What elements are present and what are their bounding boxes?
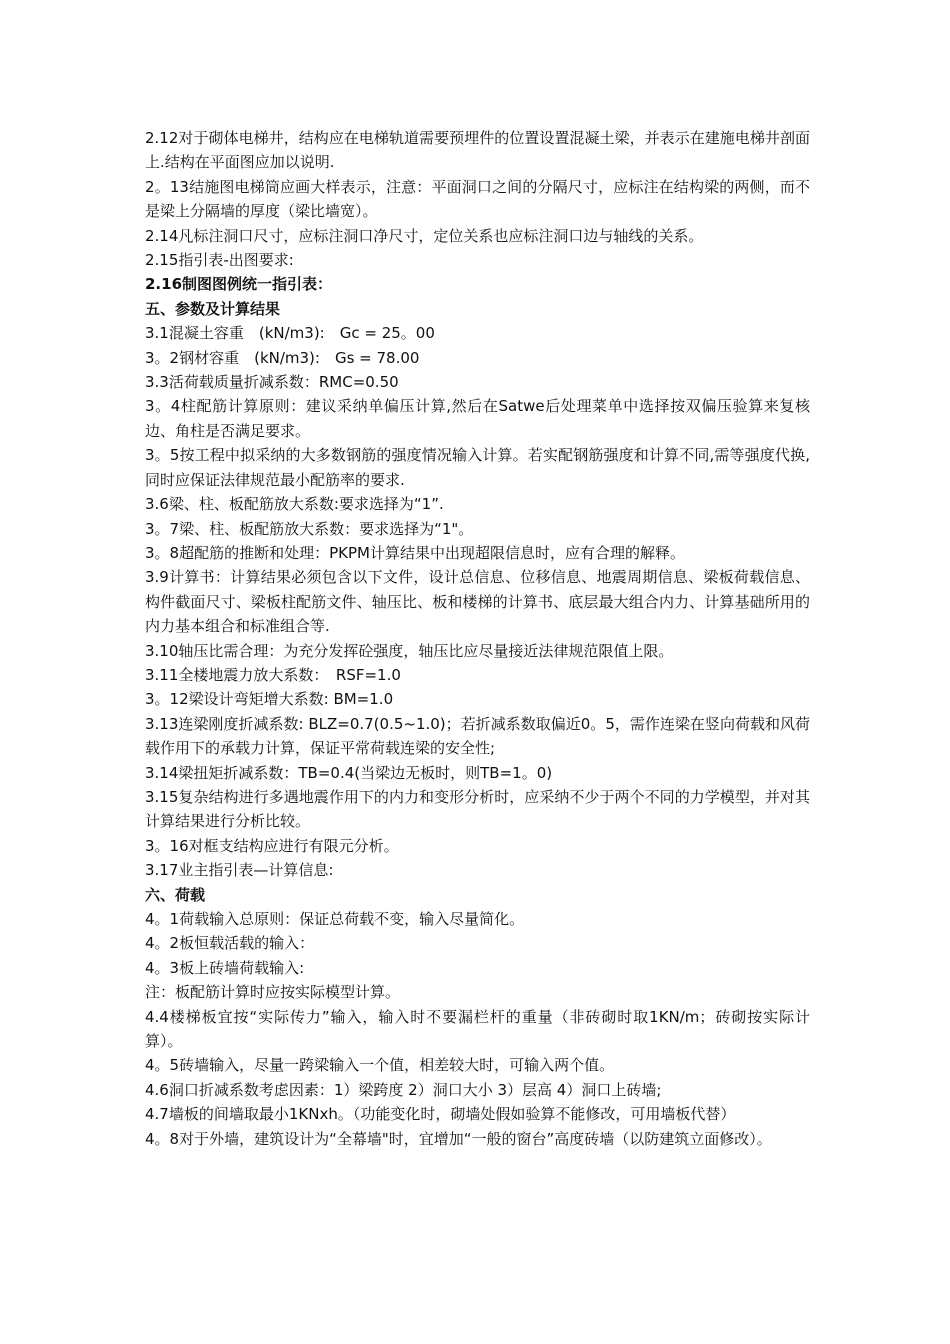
paragraph-4-3: 4。3板上砖墙荷载输入: xyxy=(145,958,305,977)
paragraph-4-1: 4。1荷载输入总原则：保证总荷载不变，输入尽量简化。 xyxy=(145,910,525,928)
note-paragraph: 注：板配筋计算时应按实际模型计算。 xyxy=(145,983,401,1002)
paragraph-3-9: 3.9计算书：计算结果必须包含以下文件，设计总信息、位移信息、地震周期信息、梁板荷载信息、构件截面尺寸、梁板柱配筋文件、轴压比、板和楼梯的计算书、底层最大组合内力、计算基础所用的内力基本组合和标准组合等. xyxy=(145,568,810,636)
paragraph-3-14: 3.14梁扭矩折减系数：TB=0.4(当梁边无板时，则TB=1。0) xyxy=(145,763,553,782)
paragraph-3-6: 3.6梁、柱、板配筋放大系数:要求选择为“1”. xyxy=(145,495,444,514)
paragraph-2-15: 2.15指引表-出图要求: xyxy=(145,251,294,270)
paragraph-4-7: 4.7墙板的间墙取最小1KNxh。（功能变化时，砌墙处假如验算不能修改，可用墙板代替） xyxy=(145,1105,736,1124)
document-body xyxy=(145,126,810,1151)
paragraph-3-1: 3.1混凝土容重 (kN/m3): Gc = 25。00 xyxy=(145,324,435,343)
paragraph-3-16: 3。16对框支结构应进行有限元分析。 xyxy=(145,836,399,855)
section-heading-loads: 六、荷载 xyxy=(145,885,206,904)
paragraph-4-5: 4。5砖墙输入，尽量一跨梁输入一个值，相差较大时，可输入两个值。 xyxy=(145,1056,615,1075)
paragraph-2-13: 2。13结施图电梯筒应画大样表示，注意：平面洞口之间的分隔尺寸，应标注在结构梁的两侧，而不是梁上分隔墙的厚度（梁比墙宽）。 xyxy=(145,177,810,221)
section-heading-params: 五、参数及计算结果 xyxy=(145,299,281,318)
paragraph-4-6: 4.6洞口折减系数考虑因素：1）梁跨度 2）洞口大小 3）层高 4）洞口上砖墙; xyxy=(145,1080,662,1099)
paragraph-3-15: 3.15复杂结构进行多遇地震作用下的内力和变形分析时，应采纳不少于两个不同的力学模型，并对其计算结果进行分析比较。 xyxy=(145,787,810,831)
paragraph-4-2: 4。2板恒载活载的输入： xyxy=(145,934,315,953)
paragraph-3-11: 3.11全楼地震力放大系数： RSF=1.0 xyxy=(145,665,401,684)
paragraph-3-10: 3.10轴压比需合理：为充分发挥砼强度，轴压比应尽量接近法律规范限值上限。 xyxy=(145,641,674,660)
heading-2-16: 2.16制图图例统一指引表： xyxy=(145,275,333,294)
paragraph-3-12: 3。12梁设计弯矩增大系数: BM=1.0 xyxy=(145,690,394,709)
paragraph-3-5: 3。5按工程中拟采纳的大多数钢筋的强度情况输入计算。若实配钢筋强度和计算不同,需等强度代换,同时应保证法律规范最小配筋率的要求. xyxy=(145,446,810,489)
paragraph-3-3: 3.3活荷载质量折减系数：RMC=0.50 xyxy=(145,373,399,392)
paragraph-3-8: 3。8超配筋的推断和处理：PKPM计算结果中出现超限信息时，应有合理的解释。 xyxy=(145,543,685,562)
paragraph-3-4: 3。4柱配筋计算原则：建议采纳单偏压计算,然后在Satwe后处理菜单中选择按双偏压验算来复核边、角柱是否满足要求。 xyxy=(145,397,810,440)
paragraph-3-2: 3。2钢材容重 (kN/m3): Gs = 78.00 xyxy=(145,348,420,367)
paragraph-4-4: 4.4楼梯板宜按“实际传力”输入，输入时不要漏栏杆的重量（非砖砌时取1KN/m；砖砌按实际计算）。 xyxy=(145,1007,810,1051)
paragraph-3-17: 3.17业主指引表—计算信息: xyxy=(145,861,334,880)
paragraph-2-12: 2.12对于砌体电梯井，结构应在电梯轨道需要预埋件的位置设置混凝土梁，并表示在建施电梯井剖面上.结构在平面图应加以说明. xyxy=(145,129,810,172)
paragraph-3-13: 3.13连梁刚度折减系数: BLZ=0.7(0.5~1.0)；若折减系数取偏近0。5，需作连梁在竖向荷载和风荷载作用下的承载力计算，保证平常荷载连梁的安全性; xyxy=(145,714,810,758)
paragraph-2-14: 2.14凡标注洞口尺寸，应标注洞口净尺寸，定位关系也应标注洞口边与轴线的关系。 xyxy=(145,226,704,245)
paragraph-3-7: 3。7梁、柱、板配筋放大系数：要求选择为“1"。 xyxy=(145,519,474,538)
paragraph-4-8: 4。8对于外墙，建筑设计为“全幕墙"时，宜增加“一般的窗台”高度砖墙（以防建筑立面修改）。 xyxy=(145,1129,772,1148)
